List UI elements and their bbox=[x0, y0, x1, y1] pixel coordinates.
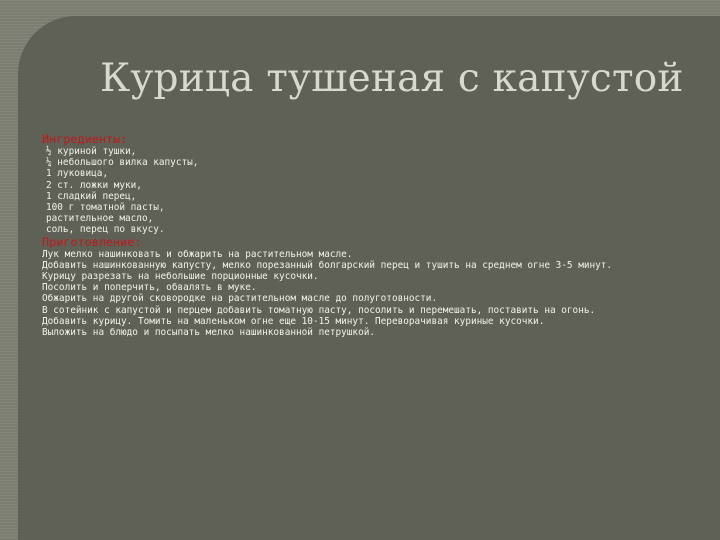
ingredient-item: ¼ небольшого вилка капусты, bbox=[46, 157, 199, 169]
ingredients-list bbox=[42, 146, 712, 236]
recipe-content bbox=[42, 133, 712, 338]
ingredients-heading: Ингредиенты: bbox=[42, 132, 128, 146]
ingredient-item: растительное масло, bbox=[46, 213, 154, 225]
ingredient-item: 1 сладкий перец, bbox=[46, 190, 137, 202]
step-item: Добавить курицу. Томить на маленьком огне еще 10-15 минут. Переворачивая куриные кусочки. bbox=[42, 315, 545, 327]
step-item: Обжарить на другой сковородке на растительном масле до полуготовности. bbox=[42, 293, 438, 305]
steps-list bbox=[42, 249, 712, 339]
ingredient-item: 1 луковица, bbox=[46, 168, 109, 180]
slide-title: Курица тушеная с капустой bbox=[100, 56, 684, 101]
step-item: Курицу разрезать на небольшие порционные кусочки. bbox=[42, 271, 319, 283]
ingredient-item: 100 г томатной пасты, bbox=[46, 202, 165, 214]
step-item: В сотейник с капустой и перцем добавить томатную пасту, посолить и перемешать, поставить на огонь. bbox=[42, 304, 596, 316]
step-item: Посолить и поперчить, обвалять в муке. bbox=[42, 282, 257, 294]
ingredient-item: соль, перец по вкусу. bbox=[46, 224, 165, 236]
step-item: Лук мелко нашинковать и обжарить на растительном масле. bbox=[42, 248, 353, 260]
step-item: Выложить на блюдо и посыпать мелко нашинкованной петрушкой. bbox=[42, 327, 376, 339]
ingredient-item: ½ куриной тушки, bbox=[46, 146, 137, 157]
ingredient-item: 2 ст. ложки муки, bbox=[46, 179, 142, 191]
steps-heading: Приготовление: bbox=[42, 234, 142, 249]
step-item: Добавить нашинкованную капусту, мелко порезанный болгарский перец и тушить на среднем огне 3-5 минут. bbox=[42, 259, 613, 271]
